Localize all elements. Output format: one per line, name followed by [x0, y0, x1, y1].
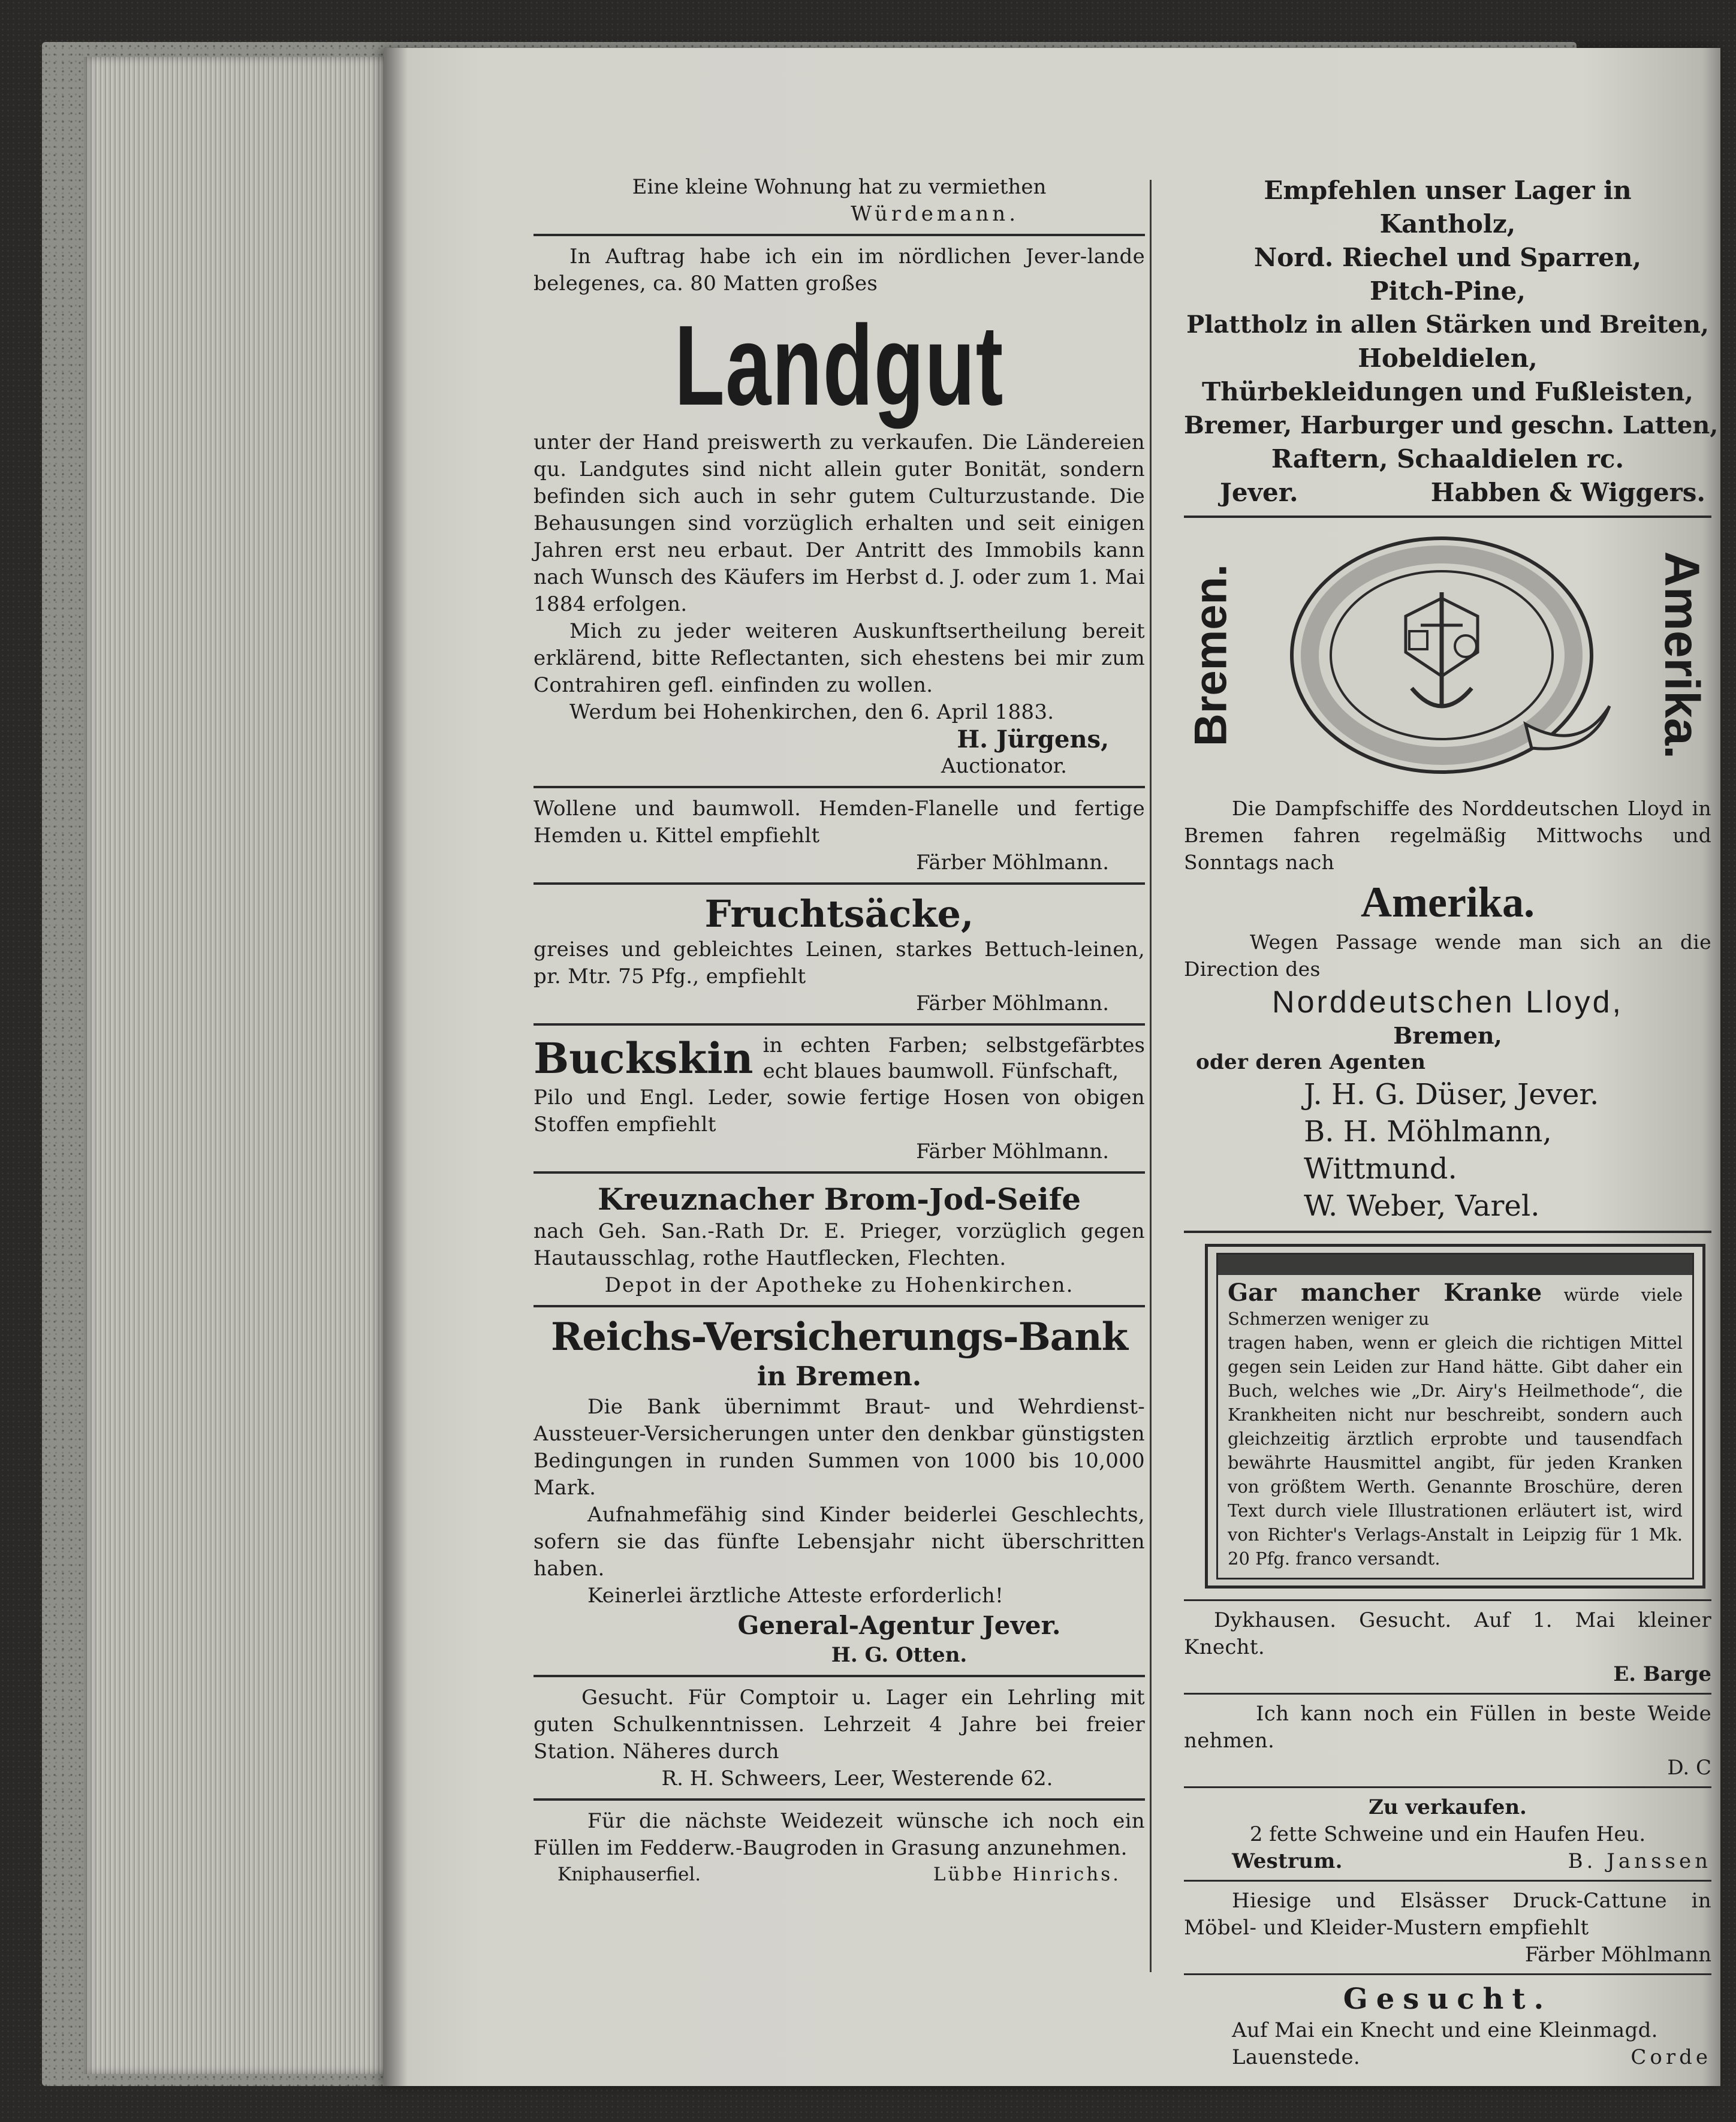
lloyd-right-word: Amerika. [1654, 551, 1709, 759]
bank-heading: Reichs-Versicherungs-Bank [551, 1315, 1128, 1360]
seife-depot: Depot in der Apotheke zu Hohenkirchen. [604, 1273, 1074, 1297]
divider [1184, 516, 1711, 518]
holz-line: Nord. Riechel und Sparren, [1253, 243, 1642, 272]
box-ornament [1218, 1255, 1692, 1275]
divider [534, 234, 1145, 236]
holz-line: Kantholz, [1379, 209, 1516, 239]
divider [534, 1305, 1145, 1307]
divider [1184, 1786, 1711, 1788]
buch-title: Gar mancher Kranke [1228, 1279, 1542, 1307]
divider [534, 1023, 1145, 1026]
fruchtsaecke-text: greises und gebleichtes Leinen, starkes Bettuch-leinen, pr. Mtr. 75 Pfg., empfiehlt [534, 938, 1145, 988]
divider [1184, 1599, 1711, 1601]
ad-buch-box [1205, 1244, 1705, 1589]
verkaufen-place: Westrum. [1232, 1849, 1343, 1873]
gesucht-heading: Gesucht. [1343, 1982, 1553, 2016]
verkaufen-signature: B. Janssen [1568, 1849, 1711, 1873]
lloyd-seal-icon [1268, 526, 1628, 784]
cattune-signature: Färber Möhlmann [1524, 1943, 1711, 1967]
bank-agent: H. G. Otten. [831, 1643, 968, 1667]
ad-landgut [534, 243, 1145, 780]
landgut-signer: H. Jürgens, [957, 725, 1109, 753]
buckskin-text-side: in echten Farben; selbstgefärbtes echt blaues baumwoll. Fünfschaft, [762, 1033, 1145, 1083]
landgut-signer-title: Auctionator. [941, 754, 1067, 778]
ad-cattune [1184, 1888, 1711, 1969]
seife-heading: Kreuznacher Brom-Jod-Seife [597, 1181, 1081, 1217]
wohnung-signature: Würdemann. [851, 202, 1019, 226]
right-column [1184, 174, 1719, 2071]
ad-bank [534, 1315, 1145, 1669]
holz-line: Thürbekleidungen und Fußleisten, [1201, 377, 1694, 406]
bank-text-3: Keinerlei ärztliche Atteste erforderlich! [587, 1584, 1004, 1608]
bank-text-2: Aufnahmefähig sind Kinder beiderlei Geschlechts, sofern sie das fünfte Lebensjahr nicht überschritten haben. [534, 1503, 1145, 1581]
fuellen-text: Ich kann noch ein Füllen in beste Weide nehmen. [1184, 1702, 1711, 1753]
landgut-intro: In Auftrag habe ich ein im nördlichen Jever-lande belegenes, ca. 80 Matten großes [534, 245, 1145, 296]
seife-text: nach Geh. San.-Rath Dr. E. Prieger, vorzüglich gegen Hautausschlag, rothe Hautflecken, Flechten. [534, 1219, 1145, 1270]
divider [1184, 1231, 1711, 1233]
ad-gesucht [1184, 1981, 1711, 2071]
divider [534, 786, 1145, 788]
landgut-place-date: Werdum bei Hohenkirchen, den 6. April 1883. [569, 700, 1054, 724]
buckskin-heading: Buckskin [534, 1033, 754, 1083]
holz-line: Hobeldielen, [1358, 343, 1538, 373]
lloyd-city: Bremen, [1393, 1022, 1502, 1049]
lehrling-signature: R. H. Schweers, Leer, Westerende 62. [661, 1767, 1053, 1791]
buch-title-side: würde viele Schmerzen weniger zu [1228, 1285, 1683, 1329]
landgut-body: unter der Hand preiswerth zu verkaufen. Die Ländereien qu. Landgutes sind nicht allein guter Bonität, sondern befinden sich auch in sehr gutem Culturzustande. Die Behausungen sind vorzüglich erhalten und seit einigen Jahren erst neu erbaut. Der Antritt des Immobils kann nach Wunsch des Käufers im Herbst d. J. oder zum 1. Mai 1884 erfolgen. [534, 430, 1145, 616]
wohnung-text: Eine kleine Wohnung hat zu vermiethen [632, 175, 1047, 199]
ad-seife [534, 1181, 1145, 1299]
lloyd-amerika: Amerika. [1361, 878, 1535, 926]
divider [534, 1675, 1145, 1677]
holz-line: Bremer, Harburger und geschn. Latten, [1184, 411, 1719, 439]
fruchtsaecke-signature: Färber Möhlmann. [916, 991, 1109, 1015]
landgut-heading: Landgut [674, 302, 1004, 429]
holz-line: Plattholz in allen Stärken und Breiten, [1186, 311, 1709, 339]
fuellen-signature: D. C [1667, 1756, 1711, 1780]
lloyd-agent: B. H. Möhlmann, Wittmund. [1304, 1115, 1552, 1186]
holz-line: Pitch-Pine, [1370, 276, 1526, 306]
holz-place: Jever. [1220, 478, 1298, 507]
ad-buckskin [534, 1033, 1145, 1165]
lloyd-company: Norddeutschen Lloyd, [1272, 985, 1623, 1020]
knecht-text: Dykhausen. Gesucht. Auf 1. Mai kleiner Knecht. [1184, 1608, 1711, 1659]
ad-lloyd [1184, 526, 1711, 1225]
bank-agency: General-Agentur Jever. [737, 1611, 1061, 1640]
flanelle-text: Wollene und baumwoll. Hemden-Flanelle und fertige Hemden u. Kittel empfiehlt [534, 797, 1145, 848]
weide-text: Für die nächste Weidezeit wünsche ich noch ein Füllen im Fedderw.-Baugroden in Grasung anzunehmen. [534, 1809, 1145, 1860]
ad-lehrling [534, 1684, 1145, 1792]
divider [1184, 1973, 1711, 1975]
lloyd-text-1: Die Dampfschiffe des Norddeutschen Lloyd in Bremen fahren regelmäßig Mittwochs und Sonntags nach [1184, 797, 1711, 874]
divider [534, 1171, 1145, 1174]
flanelle-signature: Färber Möhlmann. [916, 851, 1109, 875]
gesucht-signature: Corde [1630, 2045, 1711, 2069]
lloyd-left-word: Bremen. [1185, 563, 1237, 747]
divider [534, 882, 1145, 885]
buckskin-text: Pilo und Engl. Leder, sowie fertige Hosen von obigen Stoffen empfiehlt [534, 1086, 1145, 1137]
weide-place: Kniphauserfiel. [557, 1864, 701, 1885]
gesucht-place: Lauenstede. [1232, 2045, 1360, 2069]
ad-knecht [1184, 1607, 1711, 1688]
left-column [534, 174, 1145, 1887]
ad-fruchtsaecke [534, 892, 1145, 1017]
buckskin-signature: Färber Möhlmann. [916, 1140, 1109, 1164]
ad-flanelle [534, 795, 1145, 876]
buch-text: tragen haben, wenn er gleich die richtigen Mittel gegen sein Leiden zur Hand hätte. Gibt daher ein Buch, welches wie „Dr. Airy's Heilmethode“, die Krankheiten nicht nur beschreibt, sondern auch gleichzeitig ärztlich erprobte und tausendfach bewährte Hausmittel angibt, für jeden Kranken von größtem Werth. Genannte Broschüre, deren Text durch viele Illustrationen erläutert ist, wird von Richter's Verlags-Anstalt in Leipzig für 1 Mk. 20 Pfg. franco versandt. [1228, 1333, 1683, 1569]
weide-signature: Lübbe Hinrichs. [933, 1864, 1121, 1885]
ad-verkaufen [1184, 1794, 1711, 1875]
column-divider [1150, 180, 1152, 1972]
landgut-body-2: Mich zu jeder weiteren Auskunftsertheilung bereit erklärend, bitte Reflectanten, sich ehestens bei mir zum Contrahiren gefl. einfinden zu wollen. [534, 619, 1145, 697]
divider [1184, 1880, 1711, 1882]
lloyd-agent: W. Weber, Varel. [1304, 1189, 1540, 1223]
holz-line: Raftern, Schaaldielen rc. [1271, 444, 1625, 474]
lloyd-agent: J. H. G. Düser, Jever. [1304, 1078, 1599, 1111]
ad-weide [534, 1808, 1145, 1887]
gesucht-text: Auf Mai ein Knecht und eine Kleinmagd. [1232, 2018, 1658, 2042]
holz-line: Empfehlen unser Lager in [1264, 176, 1632, 205]
ad-fuellen [1184, 1701, 1711, 1782]
divider [1184, 1693, 1711, 1695]
lehrling-text: Gesucht. Für Comptoir u. Lager ein Lehrling mit guten Schulkenntnissen. Lehrzeit 4 Jahre bei freier Station. Näheres durch [534, 1686, 1145, 1764]
cattune-text: Hiesige und Elsässer Druck-Cattune in Möbel- und Kleider-Mustern empfiehlt [1184, 1889, 1711, 1940]
lloyd-text-2: Wegen Passage wende man sich an die Direction des [1184, 930, 1711, 981]
verkaufen-text: 2 fette Schweine und ein Haufen Heu. [1249, 1822, 1646, 1846]
bank-subheading: in Bremen. [757, 1361, 922, 1392]
divider [534, 1798, 1145, 1801]
lloyd-emblem [1184, 526, 1711, 784]
lloyd-text-3: oder deren Agenten [1196, 1050, 1426, 1074]
verkaufen-heading: Zu verkaufen. [1369, 1795, 1527, 1819]
fruchtsaecke-heading: Fruchtsäcke, [704, 892, 974, 936]
ad-wohnung [534, 174, 1145, 228]
bank-text-1: Die Bank übernimmt Braut- und Wehrdienst-Aussteuer-Versicherungen unter den denkbar günstigsten Bedingungen in runden Summen von 1000 bis 10,000 Mark. [534, 1395, 1145, 1500]
holz-signature: Habben & Wiggers. [1430, 478, 1705, 507]
page-edges [84, 57, 396, 2074]
gutter-shadow [384, 48, 408, 2086]
ad-holz [1184, 174, 1719, 510]
knecht-signature: E. Barge [1613, 1662, 1711, 1686]
